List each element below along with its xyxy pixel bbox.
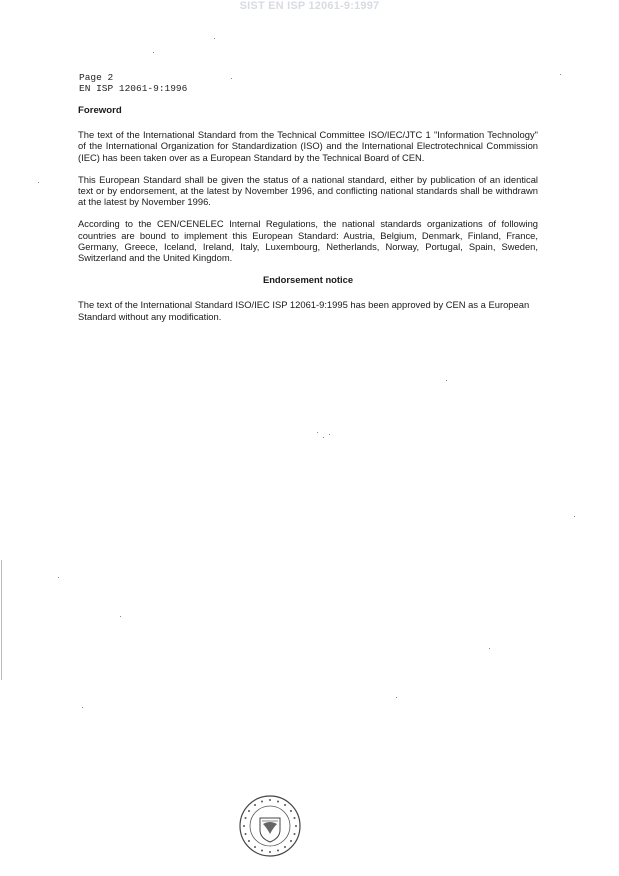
scan-speck (396, 697, 397, 698)
page-number: Page 2 (79, 72, 114, 83)
scan-speck (231, 78, 232, 79)
scan-speck (58, 577, 59, 578)
foreword-paragraph-3: According to the CEN/CENELEC Internal Regulations, the national standards organizations of following countries are bound to implement this European Standard: Austria, Belgium, Denmark, Finland, France, Germany, Greece, Iceland, Ireland, Italy, Luxembourg, Netherlands, Norway, Portugal, Spain, Sweden, Switzerland and the United Kingdom. (78, 218, 538, 264)
scan-speck (214, 38, 215, 39)
scan-speck (329, 434, 330, 435)
scan-speck (120, 616, 121, 617)
foreword-heading: Foreword (78, 105, 122, 116)
endorsement-heading: Endorsement notice (262, 274, 354, 286)
foreword-paragraph-2: This European Standard shall be given the status of a national standard, either by publication of an identical text or by endorsement, at the latest by November 1996, and conflicting national standards shall be withdrawn at the latest by November 1996. (78, 173, 538, 208)
page-header (79, 72, 187, 94)
seal-stamp-icon (238, 794, 302, 858)
scan-speck (446, 380, 447, 381)
foreword-paragraph-1: The text of the International Standard from the Technical Committee ISO/IEC/JTC 1 "Information Technology" of the International Organization for Standardization (ISO) and the International Electrotechnical Commission (IEC) has been taken over as a European Standard by the Technical Board of CEN. (78, 129, 538, 163)
scan-speck (317, 432, 318, 433)
endorsement-paragraph: The text of the International Standard ISO/IEC ISP 12061-9:1995 has been approved by CEN as a European Standard without any modification. (78, 299, 530, 322)
scan-speck (38, 182, 39, 183)
scan-speck (153, 52, 154, 53)
scan-speck (323, 437, 324, 438)
scan-speck (82, 707, 83, 708)
scan-speck (489, 648, 490, 649)
scan-edge-line (1, 560, 2, 680)
scan-speck (574, 516, 575, 517)
watermark: SIST EN ISP 12061-9:1997 (239, 0, 380, 12)
scan-speck (560, 74, 561, 75)
standard-reference: EN ISP 12061-9:1996 (79, 83, 188, 94)
document-body (78, 105, 538, 333)
